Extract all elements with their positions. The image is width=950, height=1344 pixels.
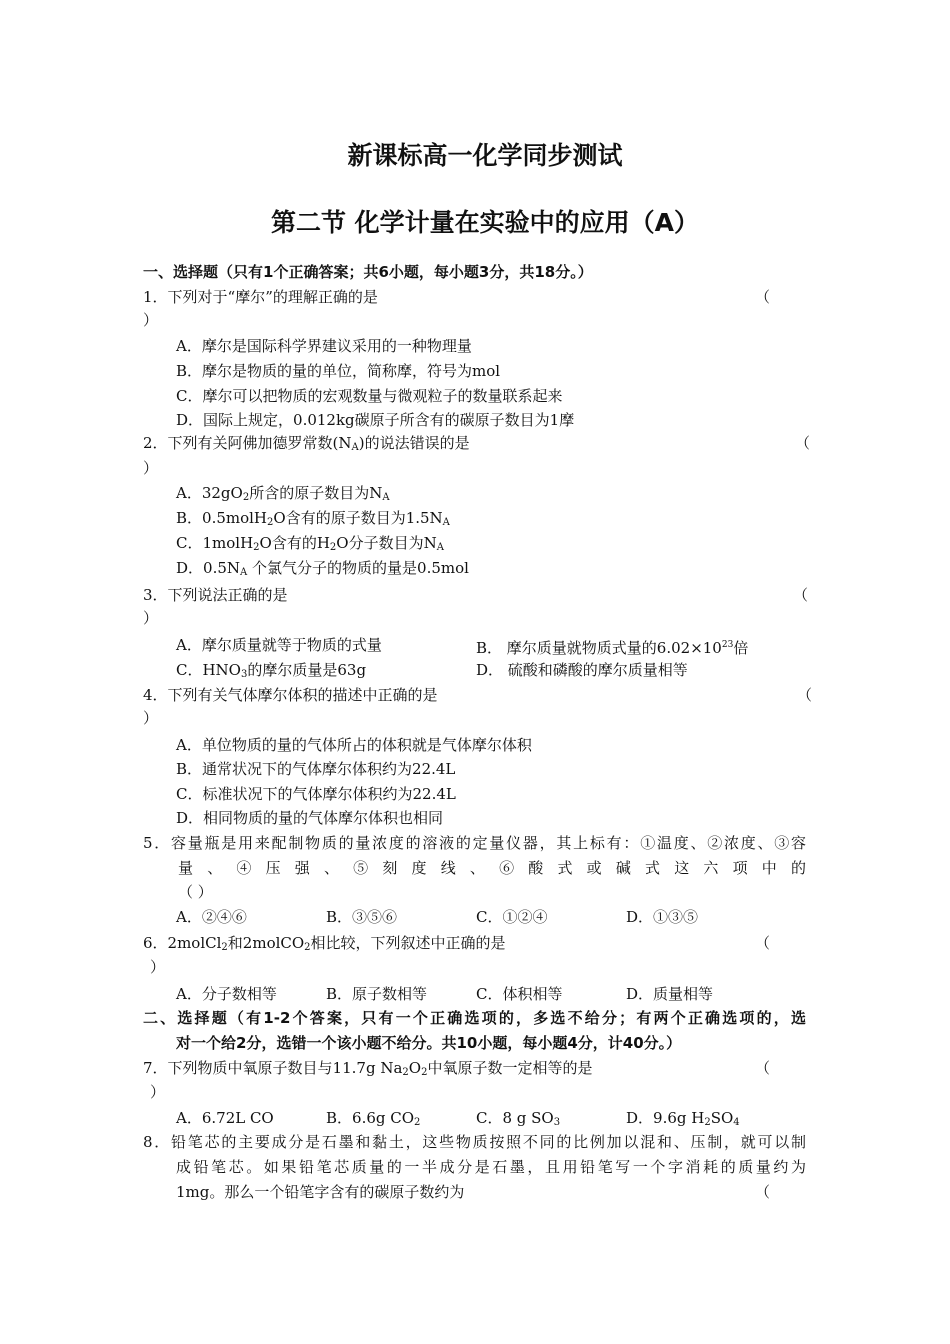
document-title: 新课标高一化学同步测试 — [347, 141, 623, 170]
question-2-option-a: A．$32gO_2$所含的原子数目为$N_A$ — [176, 484, 390, 503]
question-6-stem: 6．2molCl$_2$和2molCO$_2$相比较，下列叙述中正确的是 — [143, 934, 506, 953]
question-2-answer-paren-close: ） — [143, 459, 159, 477]
question-3-option-b: B． 摩尔质量就物质式量的$6.02\times 10^{23}$倍 — [476, 639, 749, 657]
question-7-answer-paren-close: ） — [150, 1083, 166, 1101]
section-two-heading-line-2: 对一个给2分，选错一个该小题不给分。共10小题，每小题4分，计40分。） — [176, 1034, 682, 1052]
question-1-answer-paren-close: ） — [143, 311, 159, 329]
question-5-answer-paren: （ ） — [178, 883, 213, 901]
question-1-option-b: B．摩尔是物质的量的单位，简称摩，符号为mol — [176, 362, 501, 380]
question-7-option-b: B．6.6g $CO_2$ — [326, 1109, 421, 1128]
question-2-answer-paren-open: （ — [795, 434, 811, 452]
question-6-answer-paren-close: ） — [150, 958, 166, 976]
question-3-option-d: D． 硫酸和磷酸的摩尔质量相等 — [476, 661, 688, 679]
question-5-option-b: B．③⑤⑥ — [326, 908, 398, 926]
question-1-answer-paren-open: （ — [755, 288, 771, 306]
question-1-option-a: A．摩尔是国际科学界建议采用的一种物理量 — [176, 337, 472, 355]
question-8-stem-line-2: 成铅笔芯。如果铅笔芯质量的一半成分是石墨，且用铅笔写一个字消耗的质量约为 — [176, 1158, 806, 1176]
question-4-option-d: D．相同物质的量的气体摩尔体积也相同 — [176, 809, 444, 827]
question-4-answer-paren-open: （ — [797, 686, 813, 704]
question-1-option-c: C．摩尔可以把物质的宏观数量与微观粒子的数量联系起来 — [176, 387, 563, 405]
question-4-option-c: C．标准状况下的气体摩尔体积约为22.4L — [176, 785, 456, 803]
question-1-option-d: D．国际上规定，0.012kg碳原子所含有的碳原子数目为1摩 — [176, 411, 575, 429]
question-8-stem-line-3: 1mg。那么一个铅笔字含有的碳原子数约为 — [176, 1183, 465, 1201]
question-3-answer-paren-close: ） — [143, 609, 159, 627]
question-1-stem: 1．下列对于“摩尔”的理解正确的是 — [143, 288, 378, 306]
question-5-option-c: C．①②④ — [476, 908, 548, 926]
question-2-option-b: B．0.5molH$_2$O含有的原子数目为$1.5N_A$ — [176, 509, 450, 528]
question-3-stem: 3．下列说法正确的是 — [143, 586, 288, 604]
question-7-option-c: C．8 g $SO_3$ — [476, 1109, 561, 1128]
question-7-stem: 7．下列物质中氧原子数目与11.7g $Na_2O_2$中氧原子数一定相等的是 — [143, 1059, 593, 1078]
question-5-option-d: D．①③⑤ — [626, 908, 699, 926]
section-subtitle: 第二节 化学计量在实验中的应用（A） — [270, 208, 700, 237]
question-7-option-d: D．9.6g $H_2SO_4$ — [626, 1109, 740, 1128]
question-5-stem-line-2: 量 、 ④ 压 强 、 ⑤ 刻 度 线 、 ⑥ 酸 式 或 碱 式 这 六 项 中 的 — [178, 859, 806, 877]
question-2-stem: 2．下列有关阿佛加德罗常数$(N_A)$的说法错误的是 — [143, 434, 470, 453]
question-6-answer-paren-open: （ — [755, 934, 771, 952]
question-7-answer-paren-open: （ — [755, 1059, 771, 1077]
section-two-heading-line-1: 二、选择题（有1-2个答案，只有一个正确选项的，多选不给分；有两个正确选项的，选 — [143, 1009, 806, 1027]
question-4-stem: 4．下列有关气体摩尔体积的描述中正确的是 — [143, 686, 438, 704]
question-6-option-c: C．体积相等 — [476, 985, 563, 1003]
question-5-option-a: A．②④⑥ — [176, 908, 247, 926]
question-3-option-a: A．摩尔质量就等于物质的式量 — [176, 636, 382, 654]
question-5-stem-line-1: 5．容量瓶是用来配制物质的量浓度的溶液的定量仪器，其上标有：①温度、②浓度、③容 — [143, 834, 806, 852]
section-one-heading: 一、选择题（只有1个正确答案；共6小题，每小题3分，共18分。） — [143, 263, 593, 281]
question-2-option-c: C．1molH$_2$O含有的$H_2O$分子数目为$N_A$ — [176, 534, 444, 553]
question-6-option-b: B．原子数相等 — [326, 985, 428, 1003]
question-3-option-c: C．$HNO_3$的摩尔质量是63g — [176, 661, 367, 680]
question-2-option-d: D．$0.5N_A$ 个氯气分子的物质的量是0.5mol — [176, 559, 469, 578]
question-4-answer-paren-close: ） — [143, 709, 159, 727]
question-4-option-a: A．单位物质的量的气体所占的体积就是气体摩尔体积 — [176, 736, 532, 754]
question-6-option-d: D．质量相等 — [626, 985, 714, 1003]
question-7-option-a: A．6.72L CO — [176, 1109, 274, 1127]
question-4-option-b: B．通常状况下的气体摩尔体积约为22.4L — [176, 760, 456, 778]
question-6-option-a: A．分子数相等 — [176, 985, 277, 1003]
question-8-answer-paren-open: （ — [755, 1183, 771, 1201]
question-8-stem-line-1: 8．铅笔芯的主要成分是石墨和黏土，这些物质按照不同的比例加以混和、压制，就可以制 — [143, 1133, 806, 1151]
question-3-answer-paren-open: （ — [793, 586, 809, 604]
